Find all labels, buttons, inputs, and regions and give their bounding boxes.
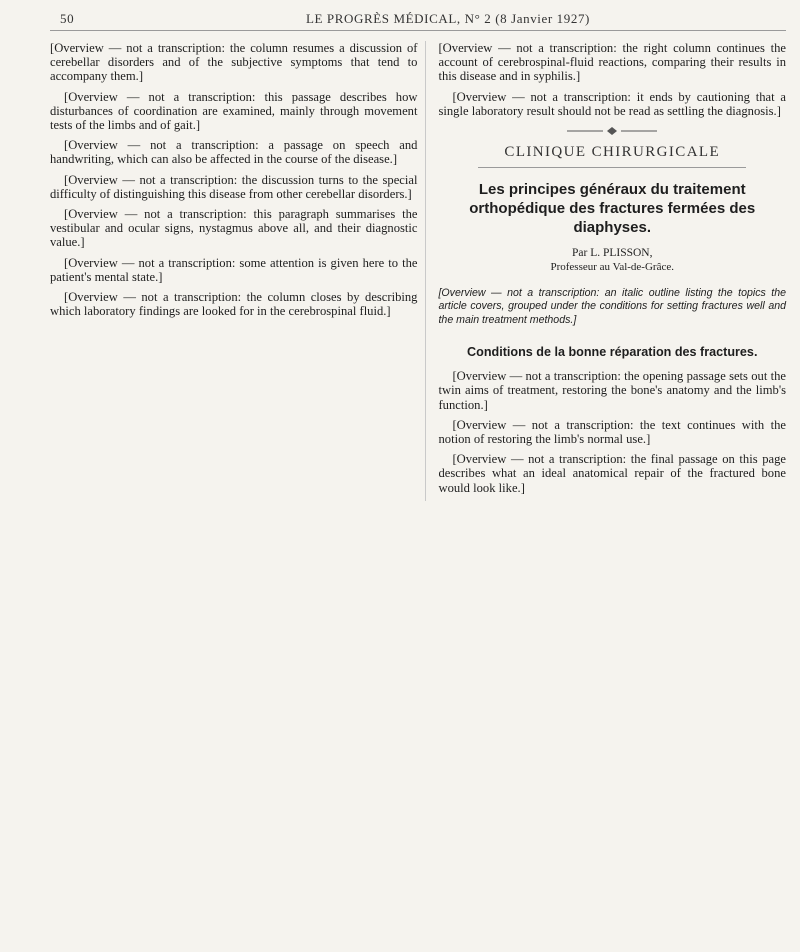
- section-ornament: [438, 126, 786, 136]
- right-paragraph-1: [Overview — not a transcription: the right column continues the account of cerebrospinal-fluid reactions, comparing their results in this disease and in syphilis.]: [438, 41, 786, 84]
- section-title: CLINIQUE CHIRURGICALE: [504, 144, 721, 161]
- ornament-icon: [567, 126, 657, 136]
- article-summary: [Overview — not a transcription: an italic outline listing the topics the article covers, grouped under the conditions for setting fractures well and the main treatment methods.]: [438, 287, 786, 326]
- left-paragraph-2: [Overview — not a transcription: this passage describes how disturbances of coordination are examined, mainly through movement tests of the limbs and of gait.]: [50, 89, 418, 133]
- article-paragraph-1: [Overview — not a transcription: the opening passage sets out the twin aims of treatment, restoring the bone's anatomy and the limb's function.]: [438, 369, 786, 412]
- article-paragraph-2: [Overview — not a transcription: the text continues with the notion of restoring the limb's normal use.]: [438, 417, 786, 447]
- left-paragraph-5: [Overview — not a transcription: this paragraph summarises the vestibular and ocular signs, nystagmus above all, and their diagnostic value.]: [50, 207, 418, 250]
- left-column: [50, 41, 426, 501]
- running-header: [50, 10, 786, 31]
- left-paragraph-6: [Overview — not a transcription: some attention is given here to the patient's mental state.]: [50, 255, 418, 284]
- article-subheading: Conditions de la bonne réparation des fractures.: [467, 345, 758, 360]
- article-title: Les principes généraux du traitement orthopédique des fractures fermées des diaphyses.: [469, 181, 756, 237]
- journal-title: LE PROGRÈS MÉDICAL, N° 2 (8 Janvier 1927): [305, 11, 590, 26]
- article-paragraph-3: [Overview — not a transcription: the final passage on this page describes what an ideal anatomical repair of the fractured bone would look like.]: [438, 452, 786, 495]
- left-paragraph-4: [Overview — not a transcription: the discussion turns to the special difficulty of distinguishing this disease from other cerebellar disorders.]: [50, 172, 418, 201]
- article-byline: Par L. PLISSON,: [571, 247, 653, 260]
- left-paragraph-3: [Overview — not a transcription: a passage on speech and handwriting, which can also be affected in the course of the disease.]: [50, 138, 418, 167]
- right-paragraph-2: [Overview — not a transcription: it ends by cautioning that a single laboratory result should not be read as settling the diagnosis.]: [438, 89, 786, 118]
- left-paragraph-7: [Overview — not a transcription: the column closes by describing which laboratory findings are looked for in the cerebrospinal fluid.]: [50, 290, 418, 319]
- left-paragraph-1: [Overview — not a transcription: the column resumes a discussion of cerebellar disorders and of the subjective symptoms that tend to accompany them.]: [50, 41, 418, 84]
- two-column-body: [50, 41, 786, 501]
- page-number: 50: [60, 11, 75, 26]
- section-rule: [478, 167, 746, 168]
- right-column: [438, 41, 786, 501]
- author-affiliation: Professeur au Val-de-Grâce.: [550, 261, 674, 274]
